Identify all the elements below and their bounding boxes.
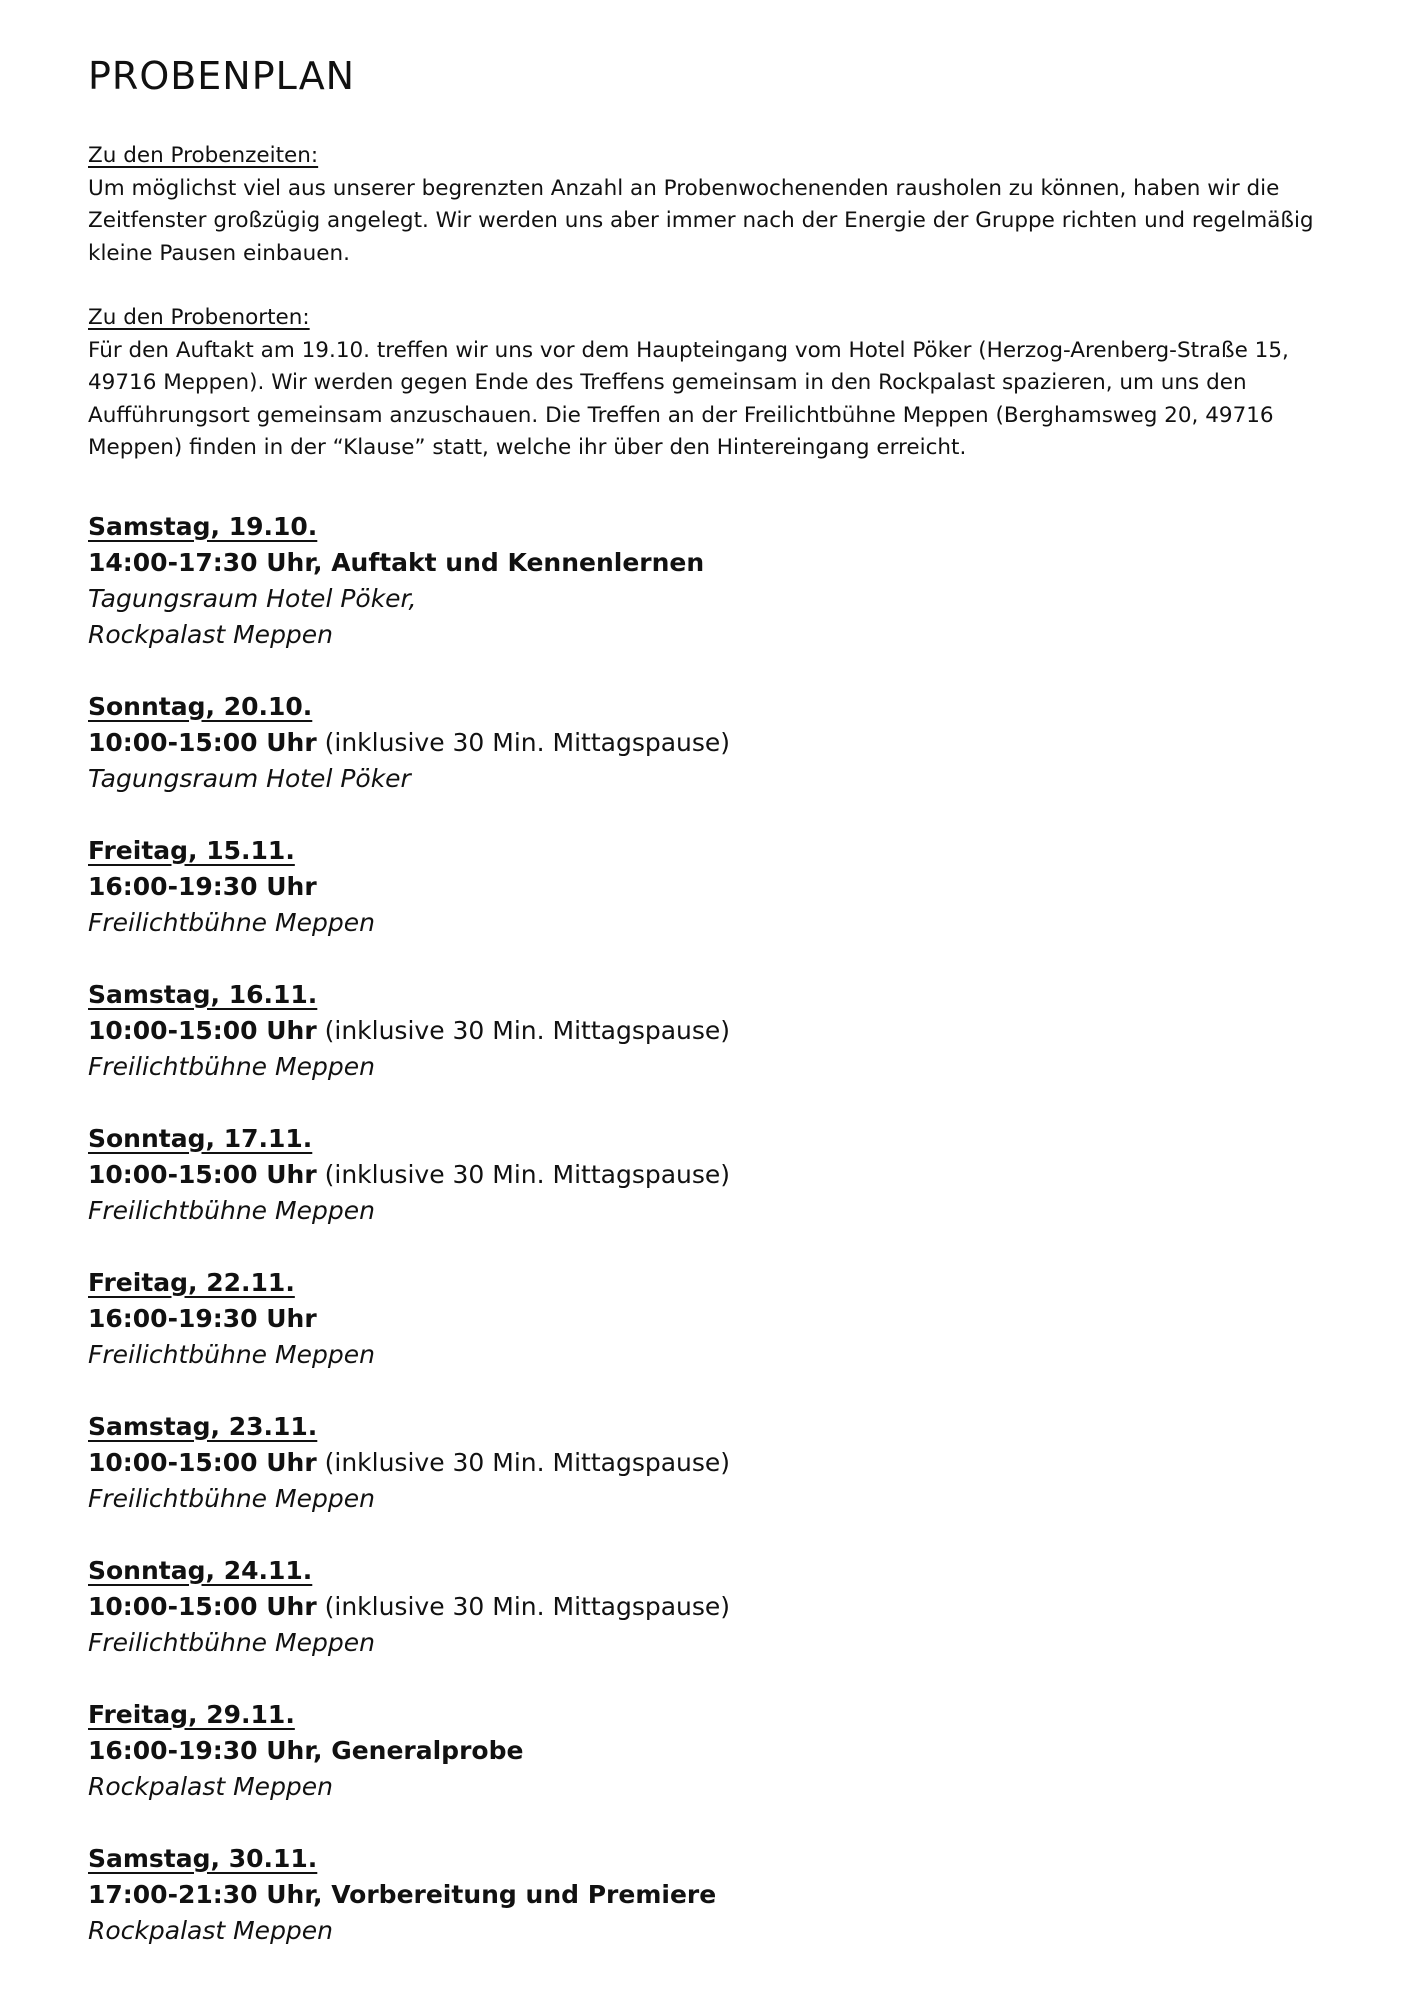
schedule-entry [88, 1265, 1348, 1373]
entry-note: (inklusive 30 Min. Mittagspause) [316, 727, 731, 757]
entry-time: 10:00-15:00 Uhr [88, 1015, 317, 1045]
entry-time-line [88, 869, 1348, 905]
entry-place: Tagungsraum Hotel Pöker, [88, 583, 417, 613]
intro-heading: Zu den Probenorten: [88, 305, 310, 330]
entry-place: Freilichtbühne Meppen [88, 1483, 375, 1513]
entry-time-line [88, 1301, 1348, 1337]
entry-time: 10:00-15:00 Uhr [88, 1591, 317, 1621]
entry-place: Freilichtbühne Meppen [88, 1339, 375, 1369]
entry-time: 10:00-15:00 Uhr [88, 1159, 317, 1189]
schedule-entry [88, 1409, 1348, 1517]
entry-time-line [88, 1157, 1348, 1193]
entry-place: Freilichtbühne Meppen [88, 1051, 375, 1081]
entry-note: (inklusive 30 Min. Mittagspause) [316, 1159, 731, 1189]
entry-place: Freilichtbühne Meppen [88, 907, 375, 937]
intro-text: Um möglichst viel aus unserer begrenzten Anzahl an Probenwochenenden rausholen zu können, haben wir die Zeitfenster großzügig angelegt. Wir werden uns aber immer nach der Energie der Gruppe richten und regelmäßig kleine Pausen einbauen. [88, 175, 1314, 266]
entry-note: (inklusive 30 Min. Mittagspause) [316, 1015, 731, 1045]
entry-day: Freitag, 29.11. [88, 1699, 295, 1729]
entry-day: Freitag, 15.11. [88, 835, 295, 865]
entry-place: Rockpalast Meppen [88, 1771, 334, 1801]
entry-place: Tagungsraum Hotel Pöker [88, 763, 411, 793]
intro-text: Für den Auftakt am 19.10. treffen wir uns vor dem Haupteingang vom Hotel Pöker (Herzog-Arenberg-Straße 15, 49716 Meppen). Wir werden gegen Ende des Treffens gemeinsam in den Rockpalast spazieren, um uns den Aufführungsort gemeinsam anzuschauen. Die Treffen an der Freilichtbühne Meppen (Berghamsweg 20, 49716 Meppen) finden in der “Klause” statt, welche ihr über den Hintereingang erreicht. [88, 337, 1289, 460]
intro-section-places [88, 302, 1348, 465]
schedule-entry [88, 509, 1348, 653]
entry-place: Freilichtbühne Meppen [88, 1627, 375, 1657]
entry-place: Freilichtbühne Meppen [88, 1195, 375, 1225]
entry-day: Samstag, 30.11. [88, 1843, 318, 1873]
entry-day: Freitag, 22.11. [88, 1267, 295, 1297]
schedule-entry [88, 1697, 1348, 1805]
schedule-entry [88, 1841, 1348, 1949]
entry-day: Sonntag, 17.11. [88, 1123, 313, 1153]
entry-time-line [88, 1733, 1348, 1769]
entry-time-line [88, 1877, 1348, 1913]
entry-time-line [88, 1445, 1348, 1481]
document-page [88, 52, 1348, 1985]
entry-time: 14:00-17:30 Uhr, Auftakt und Kennenlernen [88, 547, 705, 577]
schedule-list [88, 509, 1348, 1949]
schedule-entry [88, 1553, 1348, 1661]
entry-place: Rockpalast Meppen [88, 619, 334, 649]
entry-time: 10:00-15:00 Uhr [88, 1447, 317, 1477]
entry-time-line [88, 1013, 1348, 1049]
entry-note: (inklusive 30 Min. Mittagspause) [316, 1447, 731, 1477]
entry-time: 16:00-19:30 Uhr [88, 871, 317, 901]
entry-time-line [88, 725, 1348, 761]
entry-day: Sonntag, 24.11. [88, 1555, 313, 1585]
entry-day: Sonntag, 20.10. [88, 691, 313, 721]
entry-day: Samstag, 19.10. [88, 511, 318, 541]
entry-time: 10:00-15:00 Uhr [88, 727, 317, 757]
page-title: PROBENPLAN [88, 54, 356, 98]
entry-time-line [88, 1589, 1348, 1625]
entry-time: 17:00-21:30 Uhr, Vorbereitung und Premiere [88, 1879, 717, 1909]
schedule-entry [88, 689, 1348, 797]
entry-note: (inklusive 30 Min. Mittagspause) [316, 1591, 731, 1621]
entry-day: Samstag, 16.11. [88, 979, 318, 1009]
entry-time-line [88, 545, 1348, 581]
intro-section-times [88, 140, 1348, 270]
entry-place: Rockpalast Meppen [88, 1915, 334, 1945]
entry-day: Samstag, 23.11. [88, 1411, 318, 1441]
intro-heading: Zu den Probenzeiten: [88, 143, 319, 168]
entry-time: 16:00-19:30 Uhr, Generalprobe [88, 1735, 524, 1765]
entry-time: 16:00-19:30 Uhr [88, 1303, 317, 1333]
schedule-entry [88, 833, 1348, 941]
schedule-entry [88, 1121, 1348, 1229]
schedule-entry [88, 977, 1348, 1085]
